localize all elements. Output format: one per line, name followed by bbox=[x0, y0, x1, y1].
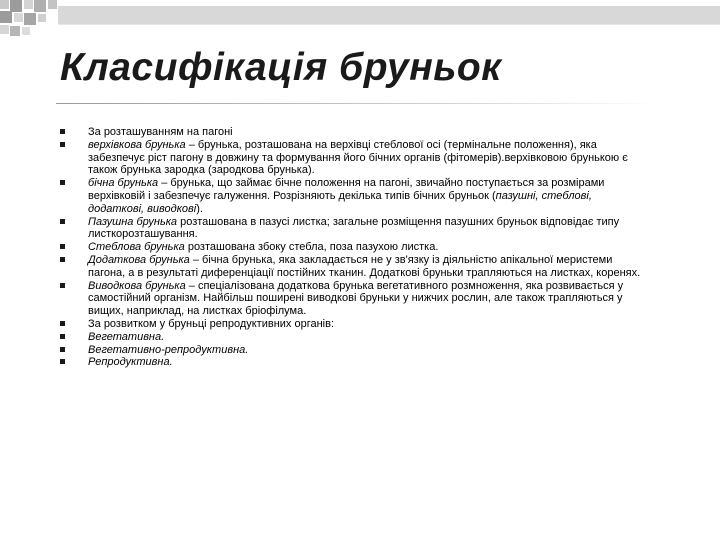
square-bullet-icon bbox=[60, 180, 65, 185]
bullet-text: Виводкова брунька bbox=[88, 279, 186, 292]
bullet-text: Вегетативна. bbox=[88, 330, 165, 343]
bullet-item bbox=[58, 318, 648, 331]
bullet-text: пазушні, стеблові, додаткові, виводкові bbox=[88, 189, 592, 215]
bullet-text: За розвитком у бруньці репродуктивних органів: bbox=[88, 317, 335, 330]
bullet-item bbox=[58, 356, 648, 369]
square-bullet-icon bbox=[60, 142, 65, 147]
bullet-item bbox=[58, 139, 648, 177]
square-bullet-icon bbox=[60, 257, 65, 262]
square-bullet-icon bbox=[60, 244, 65, 249]
bullet-text: – брунька, що займає бічне положення на пагоні, звичайно поступається за розмірами верхівковій і забезпечує галуження. Розрізняють декілька типів бічних бруньок ( bbox=[88, 177, 605, 202]
bullet-text: розташована в пазусі листка; загальне розміщення пазушних бруньок відповідає типу листкорозташування. bbox=[88, 215, 620, 241]
bullet-text: ). bbox=[196, 202, 203, 215]
bullet-item bbox=[58, 331, 648, 344]
bullet-text: Додаткова брунька bbox=[88, 253, 190, 266]
square-bullet-icon bbox=[60, 334, 65, 339]
square-bullet-icon bbox=[60, 347, 65, 352]
bullet-text: Вегетативно-репродуктивна. bbox=[88, 343, 249, 356]
bullet-item bbox=[58, 254, 648, 280]
bullet-text: – брунька, розташована на верхівці стеблової осі (термінальне положення), яка забезпечує ріст пагону в довжину та формування його бічних органів (фітомерів).верхівковою брунькою є також брунька зародка (зародкова брунька). bbox=[88, 138, 628, 177]
bullet-list bbox=[58, 126, 648, 369]
bullet-text: розташована збоку стебла, поза пазухою листка. bbox=[184, 241, 439, 254]
page-title: Класифікація бруньок bbox=[60, 46, 502, 89]
bullet-text: Пазушна брунька bbox=[88, 215, 178, 228]
square-bullet-icon bbox=[60, 129, 65, 134]
bullet-text: верхівкова брунька bbox=[88, 138, 186, 151]
square-bullet-icon bbox=[60, 219, 65, 224]
square-bullet-icon bbox=[60, 359, 65, 364]
bullet-text: За розташуванням на пагоні bbox=[88, 126, 233, 138]
bullet-item bbox=[58, 177, 648, 215]
bullet-text: – спеціалізована додаткова брунька вегетативного розмноження, яка розвивається у самостійний організм. Найбільш поширені виводкові бруньки у нижчих рослин, але також трапляються у вищих, наприклад, на листках бріофілума. bbox=[88, 279, 624, 318]
square-bullet-icon bbox=[60, 321, 65, 326]
bullet-item bbox=[58, 241, 648, 254]
bullet-item bbox=[58, 216, 648, 242]
title-divider bbox=[56, 103, 656, 104]
bullet-item bbox=[58, 344, 648, 357]
square-bullet-icon bbox=[60, 283, 65, 288]
bullet-item bbox=[58, 280, 648, 318]
bullet-text: Репродуктивна. bbox=[88, 356, 173, 369]
bullet-text: бічна брунька bbox=[88, 177, 159, 190]
bullet-item bbox=[58, 126, 648, 139]
bullet-text: Стеблова брунька bbox=[88, 241, 185, 254]
bullet-text: – бічна брунька, яка закладається не у зв'язку із діяльністю апікальної меристеми пагона, а в результаті диференціації постійних тканин. Додаткові бруньки трапляються на листках, коренях. bbox=[88, 253, 641, 279]
decorative-squares bbox=[0, 0, 720, 40]
